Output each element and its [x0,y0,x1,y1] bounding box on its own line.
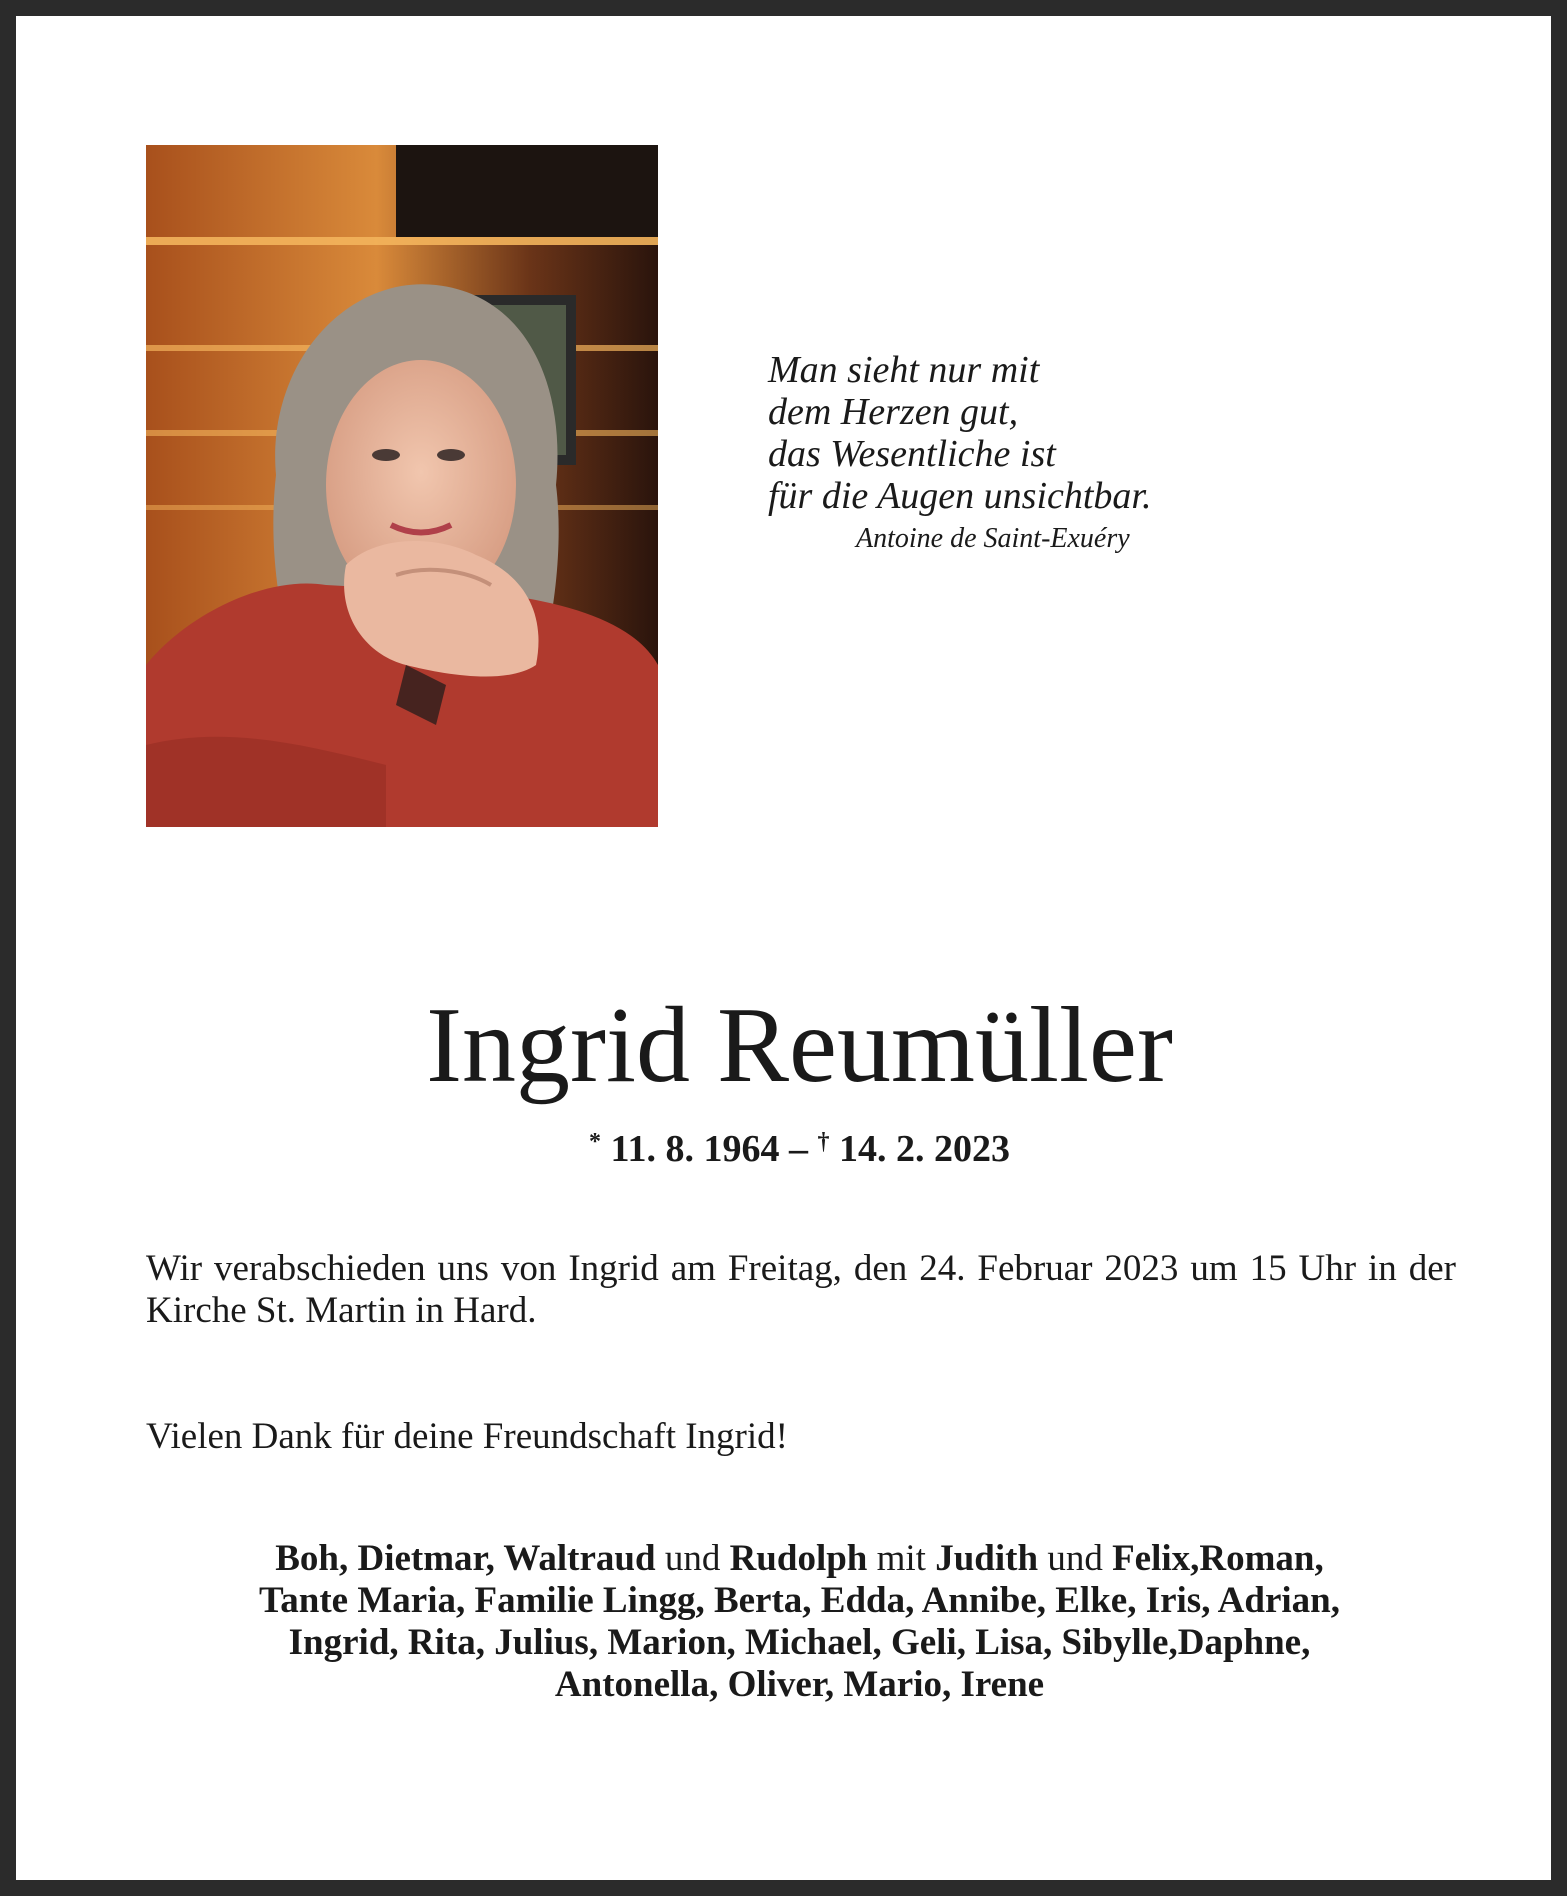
signers-line-3 [136,1622,1463,1664]
quote-line-2: dem Herzen gut, [768,391,1019,433]
life-dates [16,1118,1567,1173]
signers-line-1-part-2: Rudolph [729,1538,868,1579]
quote-line-3: das Wesentliche ist [768,433,1056,475]
quote-line-4: für die Augen unsichtbar. [768,475,1152,517]
memorial-quote [768,349,1288,557]
birth-date: 11. 8. 1964 [610,1128,780,1170]
portrait-photo-icon [146,145,658,827]
signers-line-1-part-6: Felix,Roman, [1112,1538,1324,1579]
signers-line-1-part-1: und [655,1538,730,1579]
quote-line-1: Man sieht nur mit [768,349,1040,391]
deceased-name: Ingrid Reumüller [426,986,1173,1105]
death-date: 14. 2. 2023 [838,1128,1010,1170]
quote-author: Antoine de Saint-Exuéry [856,523,1130,554]
signers-line-1-part-5: und [1038,1538,1113,1579]
signers-line-1-part-4: Judith [935,1538,1039,1579]
portrait-photo [146,145,658,827]
signers-list [136,1538,1463,1706]
signers-line-1-part-3: mit [867,1538,936,1579]
signers-line-4 [136,1664,1463,1706]
signers-line-4-names: Antonella, Oliver, Mario, Irene [554,1664,1045,1705]
death-symbol: † [817,1129,830,1155]
signers-line-2 [136,1580,1463,1622]
farewell-paragraph: Wir verabschieden uns von Ingrid am Freitag, den 24. Februar 2023 um 15 Uhr in der Kirche St. Martin in Hard. [146,1248,1456,1331]
signers-line-1 [136,1538,1463,1580]
date-separator: – [779,1128,818,1170]
signers-line-3-names: Ingrid, Rita, Julius, Marion, Michael, Geli, Lisa, Sibylle,Daphne, [288,1622,1311,1663]
thanks-paragraph: Vielen Dank für deine Freundschaft Ingrid! [146,1416,788,1457]
birth-symbol: * [589,1129,602,1155]
signers-line-1-part-0: Boh, Dietmar, Waltraud [275,1538,656,1579]
signers-line-2-names: Tante Maria, Familie Lingg, Berta, Edda, Annibe, Elke, Iris, Adrian, [259,1580,1340,1621]
